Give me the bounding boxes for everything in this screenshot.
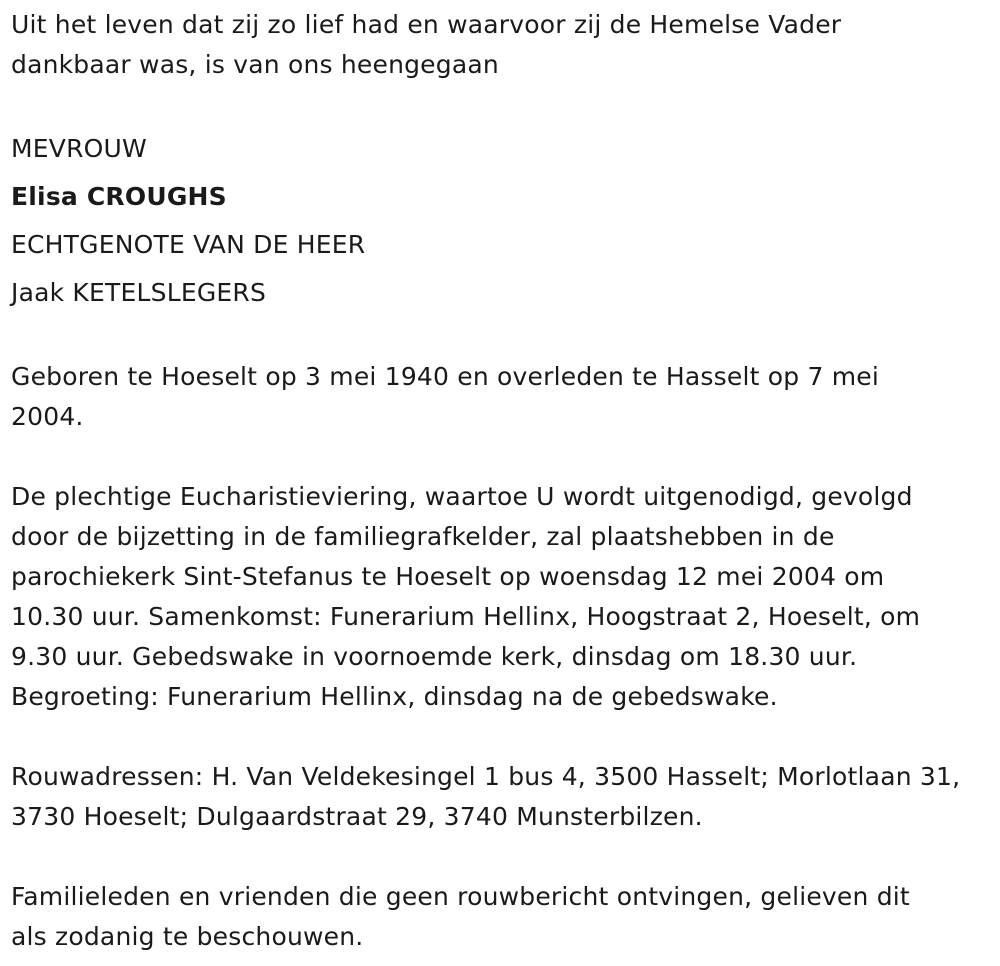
birth-death-line-2: 2004. xyxy=(11,402,84,431)
relation-label: ECHTGENOTE VAN DE HEER xyxy=(11,230,366,259)
ceremony-line: 9.30 uur. Gebedswake in voornoemde kerk, dinsdag om 18.30 uur. xyxy=(11,642,858,671)
birth-death-line-1: Geboren te Hoeselt op 3 mei 1940 en overleden te Hasselt op 7 mei xyxy=(11,362,879,391)
addresses-line-2: 3730 Hoeselt; Dulgaardstraat 29, 3740 Munsterbilzen. xyxy=(11,802,703,831)
closing-paragraph xyxy=(11,877,991,957)
intro-paragraph xyxy=(11,5,991,85)
addresses-paragraph xyxy=(11,757,991,837)
spacer xyxy=(11,837,991,877)
intro-line-1: Uit het leven dat zij zo lief had en waarvoor zij de Hemelse Vader xyxy=(11,10,842,39)
person-block xyxy=(11,125,991,317)
spacer xyxy=(11,437,991,477)
closing-line-2: als zodanig te beschouwen. xyxy=(11,922,364,951)
ceremony-line: De plechtige Eucharistieviering, waartoe U wordt uitgenodigd, gevolgd xyxy=(11,482,913,511)
spacer xyxy=(11,317,991,357)
addresses-line-1: Rouwadressen: H. Van Veldekesingel 1 bus 4, 3500 Hasselt; Morlotlaan 31, xyxy=(11,762,961,791)
intro-line-2: dankbaar was, is van ons heengegaan xyxy=(11,50,499,79)
closing-line-1: Familieleden en vrienden die geen rouwbericht ontvingen, gelieven dit xyxy=(11,882,910,911)
obituary-document xyxy=(11,5,991,957)
ceremony-paragraph xyxy=(11,477,991,717)
spouse-name: Jaak KETELSLEGERS xyxy=(11,278,267,307)
birth-death-paragraph xyxy=(11,357,991,437)
ceremony-line: door de bijzetting in de familiegrafkelder, zal plaatshebben in de xyxy=(11,522,835,551)
spacer xyxy=(11,717,991,757)
deceased-name: Elisa CROUGHS xyxy=(11,182,227,211)
ceremony-line: parochiekerk Sint-Stefanus te Hoeselt op woensdag 12 mei 2004 om xyxy=(11,562,885,591)
salutation: MEVROUW xyxy=(11,134,147,163)
ceremony-line: 10.30 uur. Samenkomst: Funerarium Hellinx, Hoogstraat 2, Hoeselt, om xyxy=(11,602,921,631)
spacer xyxy=(11,85,991,125)
ceremony-line: Begroeting: Funerarium Hellinx, dinsdag na de gebedswake. xyxy=(11,682,778,711)
